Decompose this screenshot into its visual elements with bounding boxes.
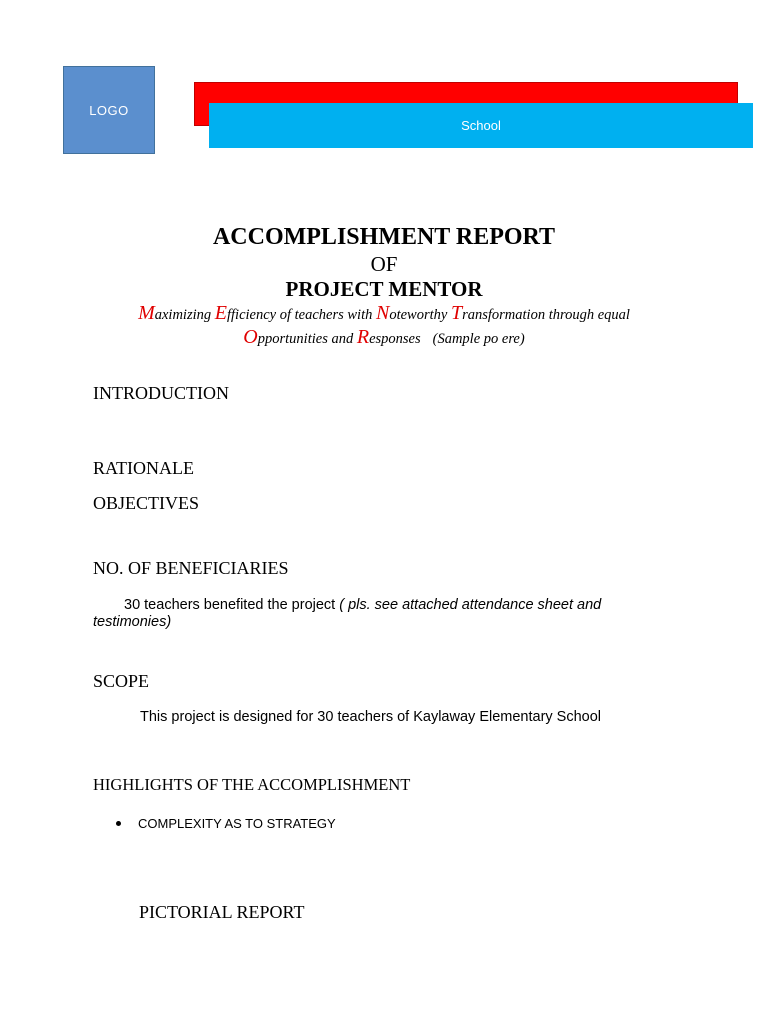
school-label: School [461, 118, 501, 133]
acronym-letter-r: R [356, 326, 370, 348]
heading-rationale: RATIONALE [93, 458, 194, 478]
acronym-letter-o: O [243, 326, 258, 348]
heading-beneficiaries: NO. OF BENEFICIARIES [93, 558, 289, 578]
report-title: ACCOMPLISHMENT REPORT [212, 224, 556, 250]
school-banner [209, 103, 753, 148]
acronym-letter-n: N [375, 302, 390, 324]
acronym-tagline-line2: Opportunities and Responses (Sample po ere) [243, 326, 525, 348]
heading-pictorial-report: PICTORIAL REPORT [139, 902, 305, 922]
acronym-letter-m: M [138, 302, 155, 324]
bullet-icon [116, 821, 121, 826]
logo-placeholder [63, 66, 155, 154]
beneficiaries-text: 30 teachers benefited the project ( pls. see attached attendance sheet and [124, 597, 602, 613]
list-item: COMPLEXITY AS TO STRATEGY [116, 816, 336, 831]
acronym-letter-e: E [214, 302, 227, 324]
heading-highlights: HIGHLIGHTS OF THE ACCOMPLISHMENT [93, 775, 411, 794]
beneficiaries-text-cont: testimonies) [93, 614, 172, 630]
heading-objectives: OBJECTIVES [93, 493, 200, 513]
scope-text: This project is designed for 30 teachers of Kaylaway Elementary School [140, 709, 602, 725]
title-of: OF [370, 252, 398, 276]
sample-note: (Sample po ere) [432, 331, 525, 347]
heading-introduction: INTRODUCTION [93, 383, 229, 403]
logo-label: LOGO [89, 102, 129, 118]
acronym-tagline-line1: Maximizing Efficiency of teachers with Noteworthy Transformation through equal [138, 302, 630, 324]
project-name: PROJECT MENTOR [285, 277, 483, 301]
heading-scope: SCOPE [93, 671, 150, 691]
acronym-letter-t: T [450, 302, 463, 324]
